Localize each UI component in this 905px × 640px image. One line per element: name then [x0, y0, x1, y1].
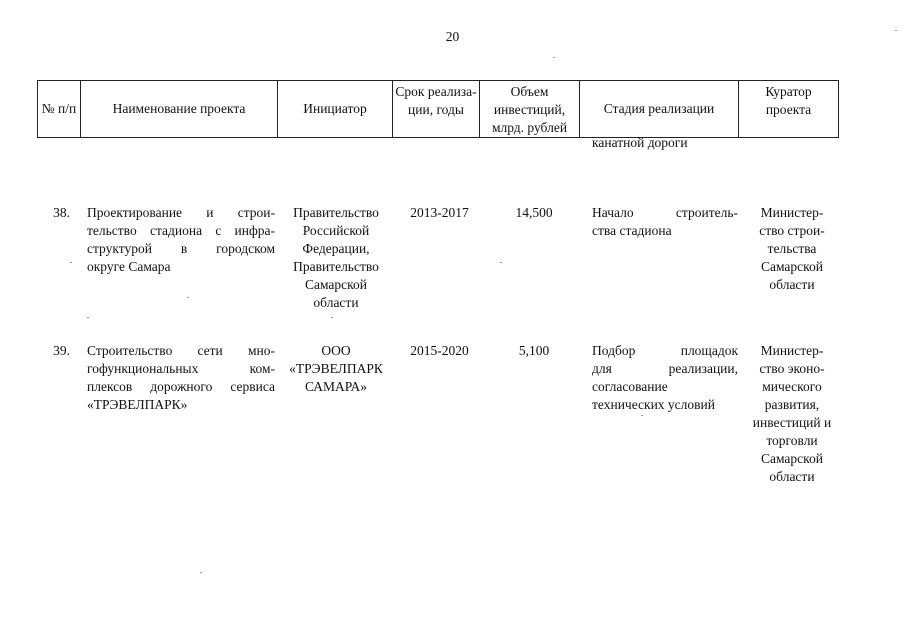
project-name: Проектирование и строи- тельство стадиона с инфра- структурой в городском округе Самара [87, 205, 275, 274]
curator: Министер- ство строи- тельства Самарской области [759, 205, 825, 292]
column-header-curator: Куратор проекта [739, 81, 839, 138]
initiator: Правительство Российской Федерации, Правительство Самарской области [293, 205, 379, 310]
scan-speck [70, 262, 72, 263]
investment: 5,100 [518, 343, 550, 358]
project-name: Строительство сети мно- гофункциональных ком- плексов дорожного сервиса «ТРЭВЕЛПАРК» [87, 343, 275, 412]
stage: Подбор площадок для реализации, согласование технических условий [592, 343, 738, 412]
column-header-investment: Объем инвестиций, млрд. рублей [480, 81, 580, 138]
column-header-name: Наименование проекта [81, 81, 278, 138]
scan-speck [553, 57, 555, 58]
scan-speck [331, 317, 333, 318]
column-header-term: Срок реализа-ции, годы [393, 81, 480, 138]
table-header [37, 80, 839, 138]
scan-speck [187, 297, 189, 298]
scan-speck [895, 30, 897, 31]
stage-continuation: канатной дороги [592, 135, 688, 150]
scan-speck [200, 572, 202, 573]
scan-speck [641, 415, 643, 416]
scan-speck [87, 317, 89, 318]
row-number: 39. [53, 343, 70, 358]
row-number: 38. [53, 205, 70, 220]
investment: 14,500 [515, 205, 553, 220]
term: 2013-2017 [410, 205, 469, 220]
column-header-initiator: Инициатор [278, 81, 393, 138]
stage: Начало строитель- ства стадиона [592, 205, 738, 238]
term: 2015-2020 [410, 343, 469, 358]
page-number: 20 [445, 29, 460, 44]
column-header-number: № п/п [38, 81, 81, 138]
curator: Министер- ство эконо- мического развития, инвестиций и торговли Самарской области [752, 343, 832, 484]
scan-speck [500, 262, 502, 263]
column-header-stage: Стадия реализации [580, 81, 739, 138]
initiator: ООО «ТРЭВЕЛПАРК САМАРА» [289, 343, 383, 394]
